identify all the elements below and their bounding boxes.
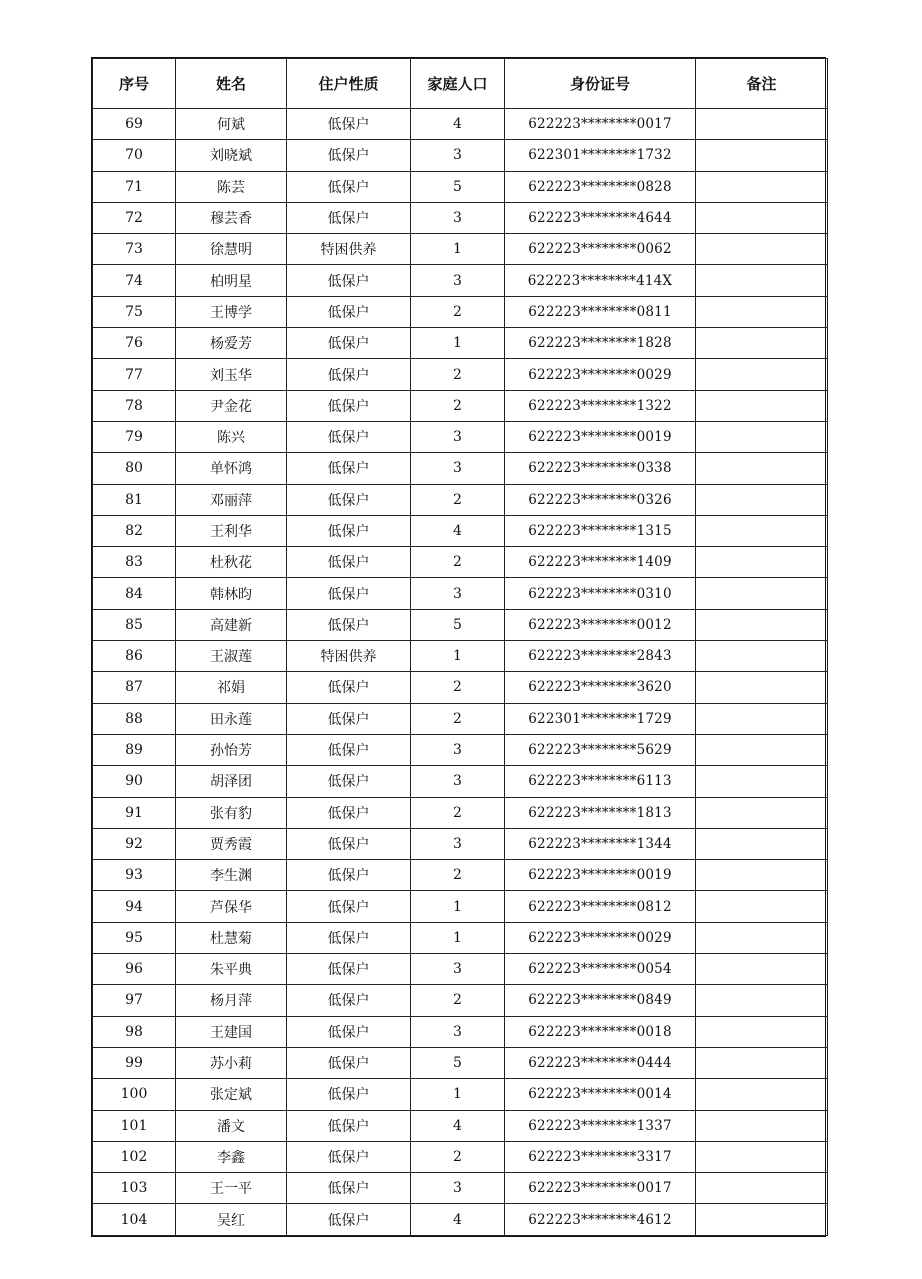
cell-household-type: 特困供养 bbox=[287, 234, 411, 265]
cell-name: 穆芸香 bbox=[176, 202, 287, 233]
cell-name: 李生渊 bbox=[176, 860, 287, 891]
cell-family-size: 1 bbox=[411, 328, 505, 359]
table-row bbox=[93, 359, 828, 390]
cell-id-number: 622223********1322 bbox=[505, 390, 696, 421]
cell-family-size: 2 bbox=[411, 484, 505, 515]
cell-serial-number: 79 bbox=[93, 421, 176, 452]
cell-id-number: 622301********1732 bbox=[505, 140, 696, 171]
table-row bbox=[93, 547, 828, 578]
cell-name: 高建新 bbox=[176, 609, 287, 640]
cell-remarks bbox=[696, 860, 828, 891]
cell-remarks bbox=[696, 421, 828, 452]
cell-household-type: 低保户 bbox=[287, 390, 411, 421]
cell-remarks bbox=[696, 359, 828, 390]
table-row bbox=[93, 1079, 828, 1110]
cell-family-size: 4 bbox=[411, 1110, 505, 1141]
cell-id-number: 622301********1729 bbox=[505, 703, 696, 734]
cell-serial-number: 88 bbox=[93, 703, 176, 734]
cell-family-size: 2 bbox=[411, 296, 505, 327]
cell-household-type: 低保户 bbox=[287, 1141, 411, 1172]
cell-id-number: 622223********1337 bbox=[505, 1110, 696, 1141]
cell-household-type: 低保户 bbox=[287, 797, 411, 828]
household-table bbox=[92, 58, 828, 1236]
cell-household-type: 低保户 bbox=[287, 954, 411, 985]
cell-serial-number: 75 bbox=[93, 296, 176, 327]
cell-serial-number: 82 bbox=[93, 515, 176, 546]
table-row bbox=[93, 578, 828, 609]
cell-serial-number: 89 bbox=[93, 734, 176, 765]
cell-family-size: 2 bbox=[411, 860, 505, 891]
cell-family-size: 1 bbox=[411, 922, 505, 953]
cell-id-number: 622223********0017 bbox=[505, 109, 696, 140]
cell-remarks bbox=[696, 797, 828, 828]
cell-serial-number: 102 bbox=[93, 1141, 176, 1172]
cell-serial-number: 98 bbox=[93, 1016, 176, 1047]
cell-serial-number: 81 bbox=[93, 484, 176, 515]
cell-remarks bbox=[696, 328, 828, 359]
cell-serial-number: 74 bbox=[93, 265, 176, 296]
cell-family-size: 3 bbox=[411, 954, 505, 985]
cell-id-number: 622223********5629 bbox=[505, 734, 696, 765]
cell-serial-number: 95 bbox=[93, 922, 176, 953]
cell-serial-number: 94 bbox=[93, 891, 176, 922]
cell-serial-number: 97 bbox=[93, 985, 176, 1016]
cell-serial-number: 84 bbox=[93, 578, 176, 609]
cell-remarks bbox=[696, 515, 828, 546]
table-row bbox=[93, 828, 828, 859]
cell-name: 潘文 bbox=[176, 1110, 287, 1141]
cell-id-number: 622223********4644 bbox=[505, 202, 696, 233]
table-row bbox=[93, 109, 828, 140]
cell-name: 陈芸 bbox=[176, 171, 287, 202]
cell-remarks bbox=[696, 766, 828, 797]
table-header-row bbox=[93, 59, 828, 109]
cell-name: 苏小莉 bbox=[176, 1047, 287, 1078]
cell-serial-number: 71 bbox=[93, 171, 176, 202]
cell-family-size: 3 bbox=[411, 140, 505, 171]
cell-remarks bbox=[696, 1110, 828, 1141]
table-row bbox=[93, 328, 828, 359]
cell-household-type: 低保户 bbox=[287, 609, 411, 640]
table-row bbox=[93, 1016, 828, 1047]
cell-serial-number: 78 bbox=[93, 390, 176, 421]
cell-name: 王博学 bbox=[176, 296, 287, 327]
cell-name: 何斌 bbox=[176, 109, 287, 140]
cell-remarks bbox=[696, 1016, 828, 1047]
cell-remarks bbox=[696, 109, 828, 140]
cell-id-number: 622223********1813 bbox=[505, 797, 696, 828]
cell-remarks bbox=[696, 609, 828, 640]
cell-household-type: 低保户 bbox=[287, 202, 411, 233]
cell-name: 王建国 bbox=[176, 1016, 287, 1047]
table-row bbox=[93, 1173, 828, 1204]
cell-household-type: 低保户 bbox=[287, 672, 411, 703]
cell-name: 贾秀霞 bbox=[176, 828, 287, 859]
table-row bbox=[93, 860, 828, 891]
cell-remarks bbox=[696, 1047, 828, 1078]
cell-name: 田永莲 bbox=[176, 703, 287, 734]
header-name: 姓名 bbox=[176, 59, 287, 109]
cell-id-number: 622223********0062 bbox=[505, 234, 696, 265]
cell-remarks bbox=[696, 484, 828, 515]
cell-name: 胡泽团 bbox=[176, 766, 287, 797]
cell-remarks bbox=[696, 234, 828, 265]
cell-household-type: 低保户 bbox=[287, 296, 411, 327]
cell-serial-number: 72 bbox=[93, 202, 176, 233]
cell-remarks bbox=[696, 1173, 828, 1204]
cell-name: 吴红 bbox=[176, 1204, 287, 1236]
cell-id-number: 622223********1344 bbox=[505, 828, 696, 859]
table-row bbox=[93, 1047, 828, 1078]
cell-remarks bbox=[696, 954, 828, 985]
cell-household-type: 低保户 bbox=[287, 547, 411, 578]
cell-name: 刘晓斌 bbox=[176, 140, 287, 171]
cell-name: 王淑莲 bbox=[176, 641, 287, 672]
cell-id-number: 622223********6113 bbox=[505, 766, 696, 797]
cell-id-number: 622223********3317 bbox=[505, 1141, 696, 1172]
cell-remarks bbox=[696, 453, 828, 484]
cell-family-size: 3 bbox=[411, 734, 505, 765]
table-row bbox=[93, 202, 828, 233]
table-row bbox=[93, 891, 828, 922]
table-row bbox=[93, 672, 828, 703]
cell-name: 杜慧菊 bbox=[176, 922, 287, 953]
cell-household-type: 低保户 bbox=[287, 1173, 411, 1204]
cell-name: 张定斌 bbox=[176, 1079, 287, 1110]
table-row bbox=[93, 265, 828, 296]
header-serial-number: 序号 bbox=[93, 59, 176, 109]
cell-remarks bbox=[696, 641, 828, 672]
table-row bbox=[93, 641, 828, 672]
cell-id-number: 622223********0017 bbox=[505, 1173, 696, 1204]
cell-id-number: 622223********0019 bbox=[505, 421, 696, 452]
cell-id-number: 622223********414X bbox=[505, 265, 696, 296]
cell-household-type: 低保户 bbox=[287, 328, 411, 359]
cell-serial-number: 104 bbox=[93, 1204, 176, 1236]
cell-remarks bbox=[696, 578, 828, 609]
table-row bbox=[93, 797, 828, 828]
cell-family-size: 3 bbox=[411, 453, 505, 484]
cell-family-size: 2 bbox=[411, 703, 505, 734]
table-row bbox=[93, 703, 828, 734]
cell-id-number: 622223********0012 bbox=[505, 609, 696, 640]
cell-remarks bbox=[696, 390, 828, 421]
cell-serial-number: 87 bbox=[93, 672, 176, 703]
cell-household-type: 低保户 bbox=[287, 453, 411, 484]
cell-family-size: 4 bbox=[411, 109, 505, 140]
cell-serial-number: 100 bbox=[93, 1079, 176, 1110]
cell-household-type: 低保户 bbox=[287, 734, 411, 765]
cell-household-type: 低保户 bbox=[287, 828, 411, 859]
cell-id-number: 622223********3620 bbox=[505, 672, 696, 703]
cell-family-size: 3 bbox=[411, 578, 505, 609]
cell-household-type: 低保户 bbox=[287, 484, 411, 515]
cell-remarks bbox=[696, 922, 828, 953]
table-row bbox=[93, 140, 828, 171]
cell-name: 杜秋花 bbox=[176, 547, 287, 578]
cell-serial-number: 73 bbox=[93, 234, 176, 265]
cell-family-size: 1 bbox=[411, 1079, 505, 1110]
cell-serial-number: 91 bbox=[93, 797, 176, 828]
cell-household-type: 特困供养 bbox=[287, 641, 411, 672]
cell-serial-number: 86 bbox=[93, 641, 176, 672]
cell-family-size: 5 bbox=[411, 1047, 505, 1078]
cell-household-type: 低保户 bbox=[287, 985, 411, 1016]
cell-id-number: 622223********0019 bbox=[505, 860, 696, 891]
cell-household-type: 低保户 bbox=[287, 703, 411, 734]
cell-household-type: 低保户 bbox=[287, 1016, 411, 1047]
cell-id-number: 622223********0029 bbox=[505, 922, 696, 953]
table-row bbox=[93, 453, 828, 484]
cell-family-size: 2 bbox=[411, 547, 505, 578]
table-row bbox=[93, 234, 828, 265]
table-row bbox=[93, 954, 828, 985]
cell-id-number: 622223********0014 bbox=[505, 1079, 696, 1110]
cell-household-type: 低保户 bbox=[287, 171, 411, 202]
cell-remarks bbox=[696, 202, 828, 233]
table-row bbox=[93, 1204, 828, 1236]
cell-family-size: 5 bbox=[411, 609, 505, 640]
cell-id-number: 622223********0018 bbox=[505, 1016, 696, 1047]
cell-name: 柏明星 bbox=[176, 265, 287, 296]
cell-remarks bbox=[696, 672, 828, 703]
cell-serial-number: 90 bbox=[93, 766, 176, 797]
cell-family-size: 3 bbox=[411, 1173, 505, 1204]
cell-household-type: 低保户 bbox=[287, 578, 411, 609]
cell-family-size: 1 bbox=[411, 234, 505, 265]
cell-serial-number: 76 bbox=[93, 328, 176, 359]
cell-name: 李鑫 bbox=[176, 1141, 287, 1172]
cell-family-size: 3 bbox=[411, 421, 505, 452]
cell-serial-number: 83 bbox=[93, 547, 176, 578]
table-row bbox=[93, 390, 828, 421]
cell-family-size: 1 bbox=[411, 641, 505, 672]
cell-remarks bbox=[696, 171, 828, 202]
cell-family-size: 5 bbox=[411, 171, 505, 202]
cell-remarks bbox=[696, 703, 828, 734]
cell-family-size: 2 bbox=[411, 390, 505, 421]
cell-name: 王一平 bbox=[176, 1173, 287, 1204]
cell-household-type: 低保户 bbox=[287, 140, 411, 171]
cell-id-number: 622223********4612 bbox=[505, 1204, 696, 1236]
header-family-size: 家庭人口 bbox=[411, 59, 505, 109]
cell-id-number: 622223********1828 bbox=[505, 328, 696, 359]
cell-id-number: 622223********0812 bbox=[505, 891, 696, 922]
cell-id-number: 622223********0310 bbox=[505, 578, 696, 609]
cell-remarks bbox=[696, 891, 828, 922]
cell-name: 杨爱芳 bbox=[176, 328, 287, 359]
table-row bbox=[93, 171, 828, 202]
cell-name: 尹金花 bbox=[176, 390, 287, 421]
cell-name: 陈兴 bbox=[176, 421, 287, 452]
household-table-sheet bbox=[91, 57, 826, 1237]
cell-remarks bbox=[696, 734, 828, 765]
cell-household-type: 低保户 bbox=[287, 421, 411, 452]
table-row bbox=[93, 985, 828, 1016]
cell-household-type: 低保户 bbox=[287, 1047, 411, 1078]
cell-family-size: 3 bbox=[411, 265, 505, 296]
cell-serial-number: 101 bbox=[93, 1110, 176, 1141]
cell-serial-number: 99 bbox=[93, 1047, 176, 1078]
cell-family-size: 2 bbox=[411, 797, 505, 828]
table-row bbox=[93, 922, 828, 953]
cell-id-number: 622223********2843 bbox=[505, 641, 696, 672]
cell-family-size: 3 bbox=[411, 766, 505, 797]
cell-id-number: 622223********1315 bbox=[505, 515, 696, 546]
header-remarks: 备注 bbox=[696, 59, 828, 109]
cell-household-type: 低保户 bbox=[287, 860, 411, 891]
cell-serial-number: 70 bbox=[93, 140, 176, 171]
table-row bbox=[93, 734, 828, 765]
cell-remarks bbox=[696, 547, 828, 578]
cell-household-type: 低保户 bbox=[287, 766, 411, 797]
cell-remarks bbox=[696, 1141, 828, 1172]
table-body bbox=[93, 109, 828, 1236]
table-row bbox=[93, 421, 828, 452]
cell-remarks bbox=[696, 828, 828, 859]
cell-id-number: 622223********0444 bbox=[505, 1047, 696, 1078]
cell-name: 祁娟 bbox=[176, 672, 287, 703]
cell-serial-number: 103 bbox=[93, 1173, 176, 1204]
cell-name: 单怀鸿 bbox=[176, 453, 287, 484]
cell-name: 张有豹 bbox=[176, 797, 287, 828]
cell-id-number: 622223********0326 bbox=[505, 484, 696, 515]
cell-remarks bbox=[696, 1204, 828, 1236]
cell-family-size: 3 bbox=[411, 828, 505, 859]
cell-id-number: 622223********0054 bbox=[505, 954, 696, 985]
cell-household-type: 低保户 bbox=[287, 109, 411, 140]
cell-serial-number: 96 bbox=[93, 954, 176, 985]
cell-household-type: 低保户 bbox=[287, 922, 411, 953]
cell-id-number: 622223********0338 bbox=[505, 453, 696, 484]
cell-serial-number: 85 bbox=[93, 609, 176, 640]
cell-name: 杨月萍 bbox=[176, 985, 287, 1016]
cell-remarks bbox=[696, 265, 828, 296]
header-household-type: 住户性质 bbox=[287, 59, 411, 109]
cell-household-type: 低保户 bbox=[287, 1079, 411, 1110]
cell-family-size: 2 bbox=[411, 672, 505, 703]
cell-family-size: 1 bbox=[411, 891, 505, 922]
cell-serial-number: 80 bbox=[93, 453, 176, 484]
cell-remarks bbox=[696, 1079, 828, 1110]
cell-household-type: 低保户 bbox=[287, 515, 411, 546]
cell-family-size: 3 bbox=[411, 1016, 505, 1047]
cell-family-size: 2 bbox=[411, 985, 505, 1016]
table-row bbox=[93, 484, 828, 515]
table-row bbox=[93, 1141, 828, 1172]
cell-family-size: 2 bbox=[411, 359, 505, 390]
cell-remarks bbox=[696, 985, 828, 1016]
cell-household-type: 低保户 bbox=[287, 265, 411, 296]
cell-family-size: 4 bbox=[411, 1204, 505, 1236]
cell-household-type: 低保户 bbox=[287, 1204, 411, 1236]
cell-name: 芦保华 bbox=[176, 891, 287, 922]
cell-serial-number: 77 bbox=[93, 359, 176, 390]
cell-household-type: 低保户 bbox=[287, 359, 411, 390]
cell-name: 孙怡芳 bbox=[176, 734, 287, 765]
cell-name: 徐慧明 bbox=[176, 234, 287, 265]
cell-household-type: 低保户 bbox=[287, 891, 411, 922]
cell-family-size: 2 bbox=[411, 1141, 505, 1172]
cell-serial-number: 93 bbox=[93, 860, 176, 891]
table-row bbox=[93, 296, 828, 327]
cell-id-number: 622223********0849 bbox=[505, 985, 696, 1016]
cell-remarks bbox=[696, 140, 828, 171]
cell-id-number: 622223********0811 bbox=[505, 296, 696, 327]
cell-name: 韩林昀 bbox=[176, 578, 287, 609]
cell-name: 邓丽萍 bbox=[176, 484, 287, 515]
cell-serial-number: 92 bbox=[93, 828, 176, 859]
table-row bbox=[93, 766, 828, 797]
cell-remarks bbox=[696, 296, 828, 327]
cell-id-number: 622223********1409 bbox=[505, 547, 696, 578]
header-id-number: 身份证号 bbox=[505, 59, 696, 109]
cell-family-size: 3 bbox=[411, 202, 505, 233]
cell-id-number: 622223********0828 bbox=[505, 171, 696, 202]
cell-household-type: 低保户 bbox=[287, 1110, 411, 1141]
cell-name: 朱平典 bbox=[176, 954, 287, 985]
table-row bbox=[93, 515, 828, 546]
table-row bbox=[93, 1110, 828, 1141]
cell-family-size: 4 bbox=[411, 515, 505, 546]
cell-name: 刘玉华 bbox=[176, 359, 287, 390]
cell-serial-number: 69 bbox=[93, 109, 176, 140]
cell-name: 王利华 bbox=[176, 515, 287, 546]
cell-id-number: 622223********0029 bbox=[505, 359, 696, 390]
table-row bbox=[93, 609, 828, 640]
